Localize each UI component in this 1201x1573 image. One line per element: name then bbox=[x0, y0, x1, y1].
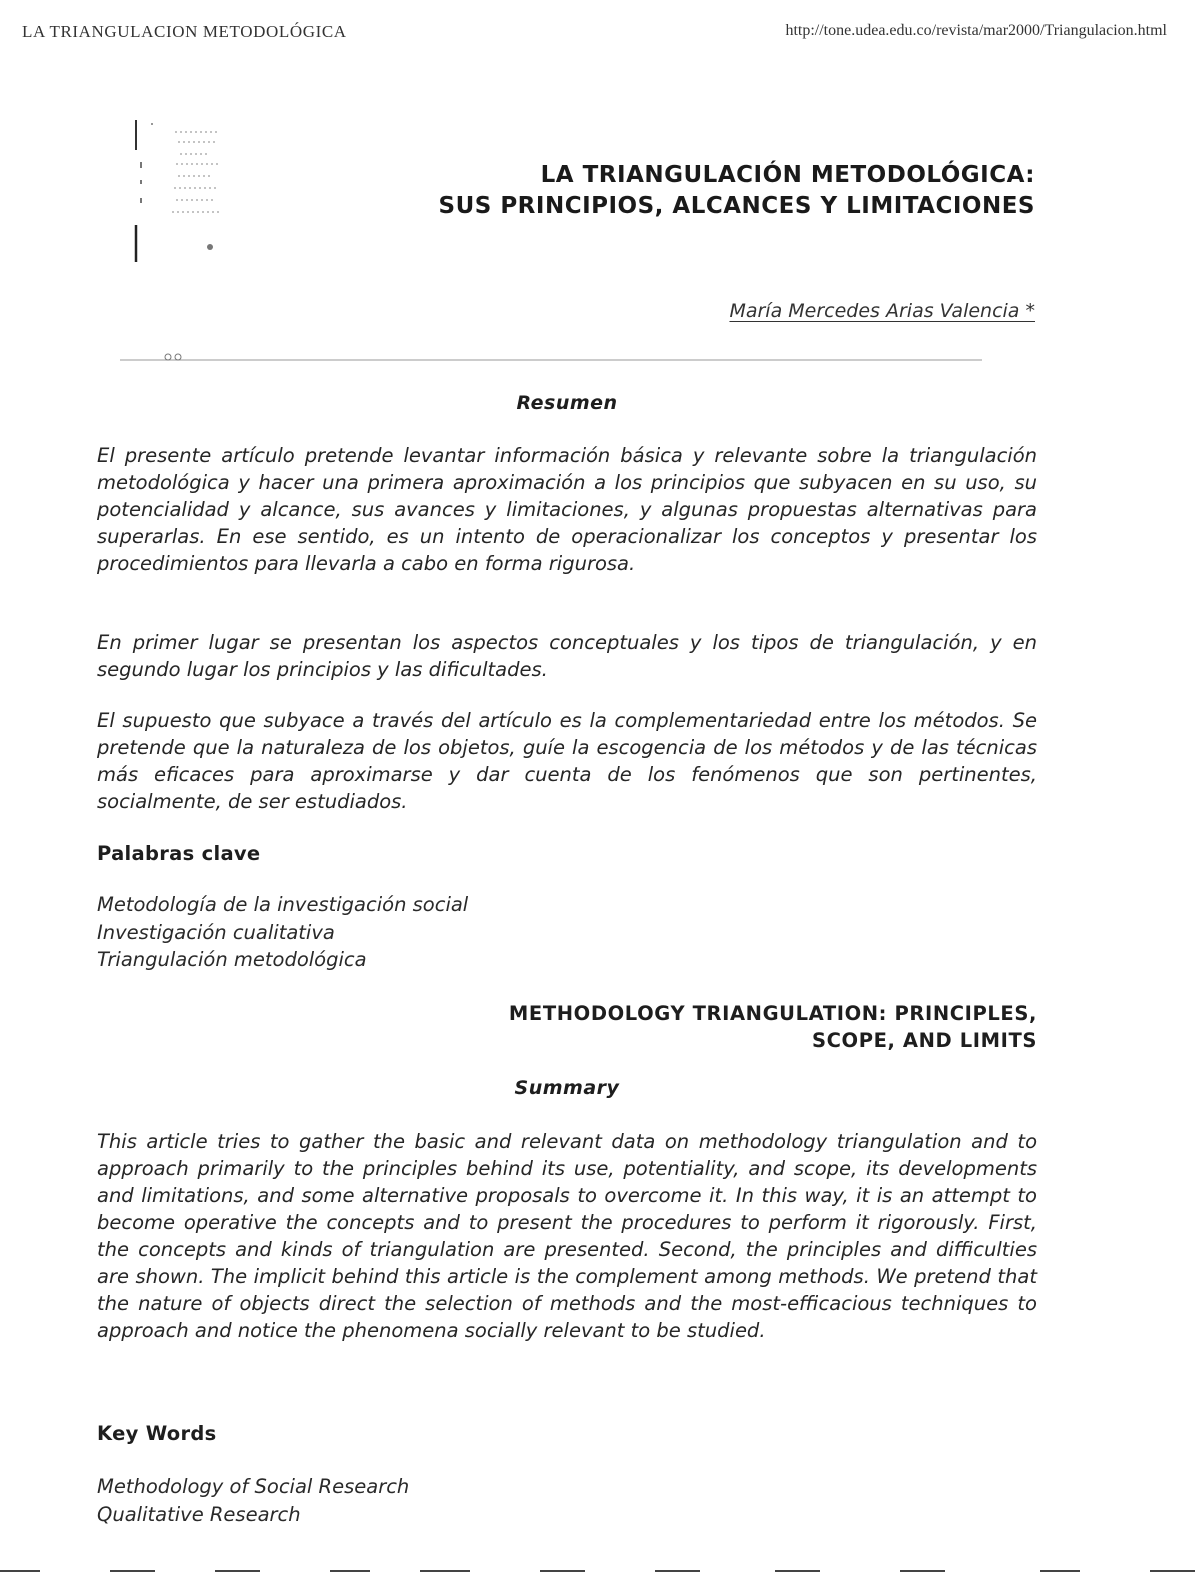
resumen-heading: Resumen bbox=[516, 392, 618, 414]
english-title bbox=[509, 1000, 1037, 1054]
summary-paragraph: This article tries to gather the basic and relevant data on methodology triangulation and to approach primarily to the principles behind its use, potentiality, and scope, its developments and limitations, and some alternative proposals to overcome it. In this way, it is an attempt to become operative the concepts and to present the procedures to perform it rigorously. First, the concepts and kinds of triangulation are presented. Second, the principles and difficulties are shown. The implicit behind this article is the complement among methods. We pretend that the nature of objects direct the selection of methods and the most-efficacious techniques to approach and notice the phenomena socially relevant to be studied. bbox=[97, 1130, 1037, 1342]
resumen-paragraph-1: El presente artículo pretende levantar información básica y relevante sobre la triangulación metodológica y hacer una primera aproximación a los principios que subyacen en su uso, su potencialidad y alcance, sus avances y limitaciones, y algunas propuestas alternativas para superarlas. En ese sentido, es un intento de operacionalizar los conceptos y presentar los procedimientos para llevarla a cabo en forma rigurosa. bbox=[97, 444, 1037, 575]
keyword-item: Investigación cualitativa bbox=[97, 920, 335, 944]
key-words-list bbox=[97, 1473, 409, 1528]
english-title-line-1: METHODOLOGY TRIANGULATION: PRINCIPLES, bbox=[508, 1002, 1037, 1025]
divider-rule bbox=[120, 352, 982, 364]
journal-logo-image bbox=[130, 110, 230, 270]
keyword-item: Qualitative Research bbox=[97, 1502, 301, 1526]
article-title-line-1: LA TRIANGULACIÓN METODOLÓGICA: bbox=[540, 162, 1035, 188]
palabras-clave-heading: Palabras clave bbox=[97, 842, 261, 865]
keyword-item: Triangulación metodológica bbox=[97, 948, 367, 971]
article-title-line-2: SUS PRINCIPIOS, ALCANCES Y LIMITACIONES bbox=[438, 193, 1035, 219]
keyword-item: Methodology of Social Research bbox=[97, 1475, 410, 1498]
key-words-heading: Key Words bbox=[97, 1422, 217, 1445]
print-header-url: http://tone.udea.edu.co/revista/mar2000/Triangulacion.html bbox=[785, 22, 1167, 39]
resumen-paragraph-3: El supuesto que subyace a través del artículo es la complementariedad entre los métodos. Se pretende que la naturaleza de los objetos, guíe la escogencia de los métodos y de las técnicas más eficaces para aproximarse y dar cuenta de los fenómenos que son pertinentes, socialmente, de ser estudiados. bbox=[97, 709, 1037, 813]
scan-bottom-edge bbox=[0, 1540, 1201, 1573]
keyword-item: Metodología de la investigación social bbox=[97, 893, 469, 916]
palabras-clave-list bbox=[97, 891, 468, 974]
author-name: María Mercedes Arias Valencia * bbox=[729, 300, 1035, 322]
article-title bbox=[439, 160, 1036, 222]
resumen-paragraph-2: En primer lugar se presentan los aspectos conceptuales y los tipos de triangulación, y en segundo lugar los principios y las dificultades. bbox=[97, 631, 1037, 681]
english-title-line-2: SCOPE, AND LIMITS bbox=[811, 1029, 1037, 1052]
print-header-title: LA TRIANGULACION METODOLÓGICA bbox=[22, 22, 347, 41]
summary-heading: Summary bbox=[514, 1077, 620, 1099]
